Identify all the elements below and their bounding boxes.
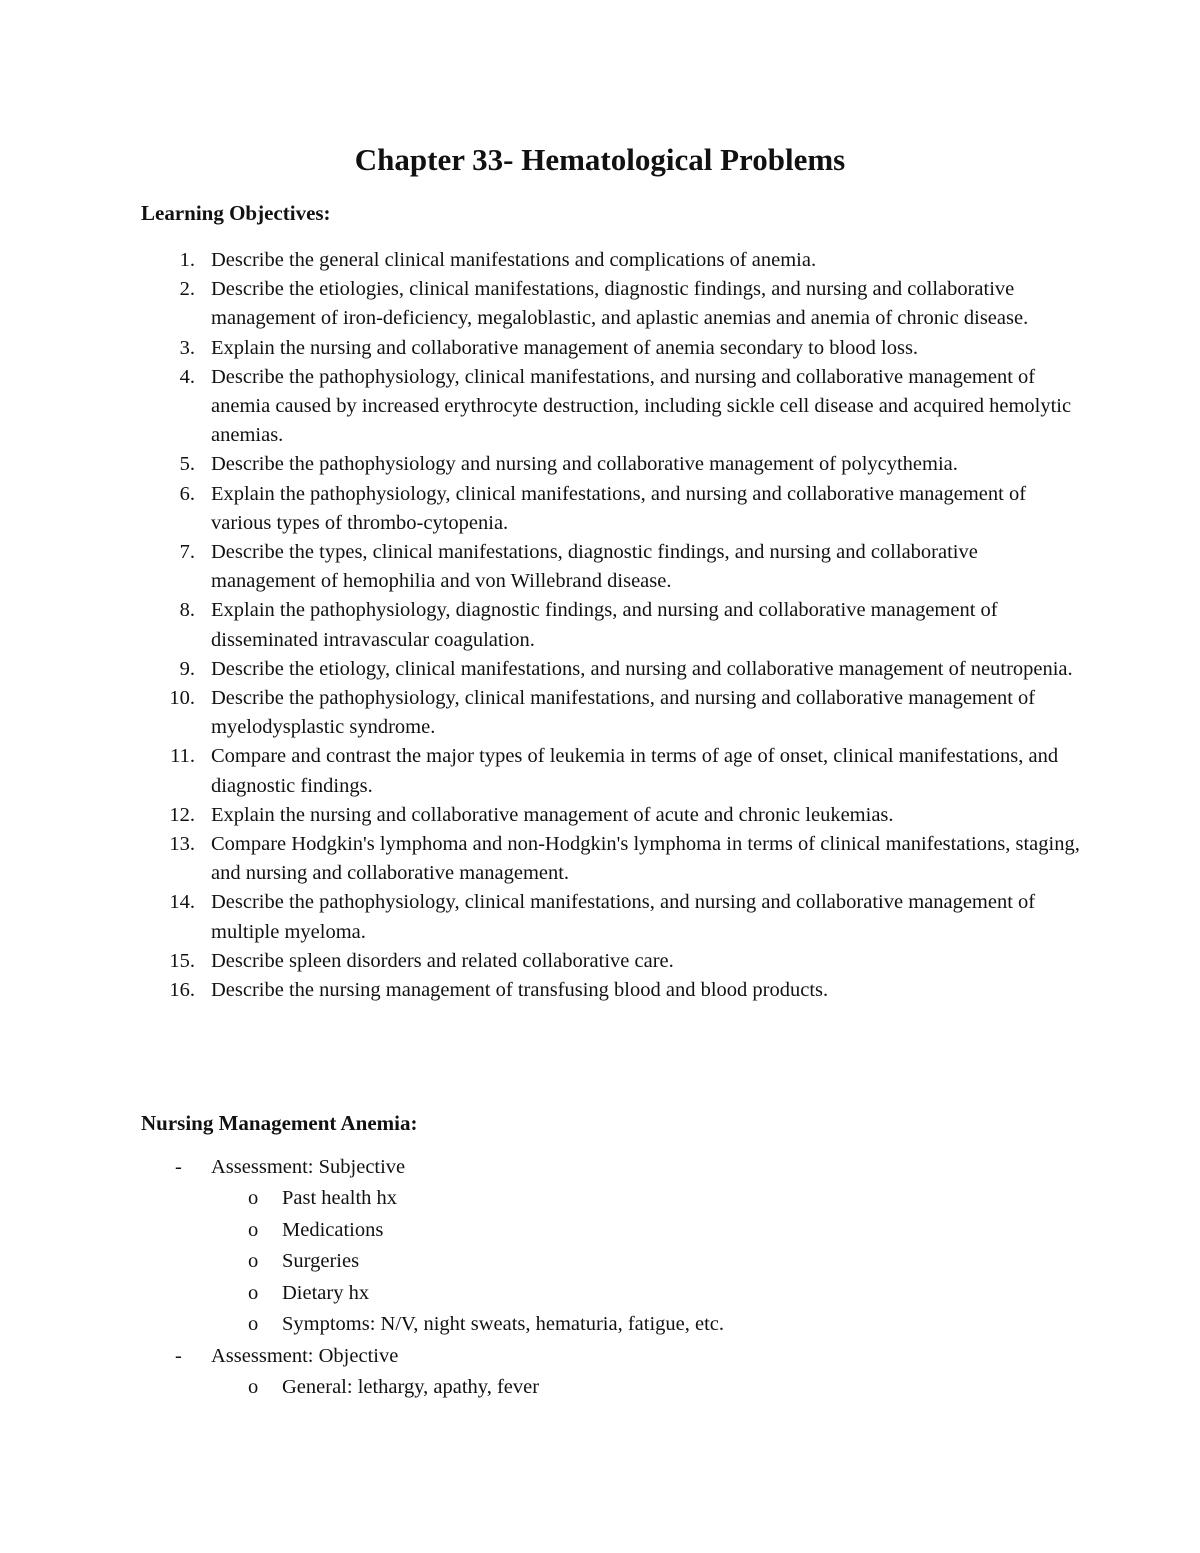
dash-marker: - (175, 1156, 182, 1178)
circle-marker: o (248, 1375, 259, 1398)
objective-item (0, 450, 1200, 479)
objective-number: 13. (169, 833, 195, 856)
objective-number: 5. (179, 453, 195, 476)
objective-number: 6. (179, 482, 195, 505)
objective-item (0, 334, 1200, 363)
bullet-text: Assessment: Subjective (211, 1156, 406, 1178)
objective-item (0, 363, 1200, 451)
objective-item (0, 275, 1200, 333)
assessment-bullet (0, 1341, 1200, 1404)
objective-number: 8. (179, 599, 195, 622)
sub-item (0, 1278, 1200, 1310)
objective-text: Compare and contrast the major types of leukemia in terms of age of onset, clinical manifestations, and diagnostic findings. (211, 745, 1059, 797)
objective-text: Describe the pathophysiology, clinical manifestations, and nursing and collaborative management of myelodysplastic syndrome. (211, 687, 1036, 739)
objective-number: 14. (169, 891, 195, 914)
objective-text: Describe the pathophysiology, clinical manifestations, and nursing and collaborative management of multiple myeloma. (211, 891, 1036, 943)
objective-number: 2. (179, 278, 195, 301)
objective-text: Describe the etiology, clinical manifestations, and nursing and collaborative management of neutropenia. (211, 657, 1073, 680)
objective-text: Describe the pathophysiology and nursing and collaborative management of polycythemia. (211, 453, 958, 476)
circle-marker: o (248, 1281, 259, 1304)
learning-objectives-heading: Learning Objectives: (141, 201, 331, 225)
sub-list (0, 1372, 1200, 1404)
objective-item (0, 480, 1200, 538)
nursing-management-heading: Nursing Management Anemia: (141, 1111, 418, 1135)
sub-item-text: General: lethargy, apathy, fever (282, 1375, 540, 1398)
sub-item-text: Symptoms: N/V, night sweats, hematuria, fatigue, etc. (282, 1313, 725, 1335)
circle-marker: o (248, 1218, 259, 1241)
objective-item (0, 830, 1200, 888)
objective-item (0, 538, 1200, 596)
objective-number: 12. (169, 803, 195, 826)
objective-number: 3. (179, 336, 195, 359)
objective-number: 7. (179, 541, 195, 564)
objective-text: Explain the pathophysiology, diagnostic findings, and nursing and collaborative management of disseminated intravascular coagulation. (211, 599, 998, 651)
sub-list (0, 1183, 1200, 1341)
objective-text: Describe the nursing management of transfusing blood and blood products. (211, 979, 829, 1002)
objective-number: 16. (169, 979, 195, 1002)
objective-item (0, 655, 1200, 684)
sub-item (0, 1215, 1200, 1247)
objective-text: Explain the nursing and collaborative management of anemia secondary to blood loss. (211, 336, 919, 359)
objective-text: Explain the pathophysiology, clinical manifestations, and nursing and collaborative management of various types of thrombo-cytopenia. (211, 482, 1027, 534)
objective-number: 9. (179, 657, 195, 680)
objective-number: 11. (170, 745, 195, 768)
objective-item (0, 246, 1200, 275)
objective-text: Describe the etiologies, clinical manifestations, diagnostic findings, and nursing and collaborative management of iron-deficiency, megaloblastic, and aplastic anemias and anemia of chronic disease. (211, 278, 1029, 330)
sub-item (0, 1246, 1200, 1278)
sub-item (0, 1309, 1200, 1341)
learning-objectives-list (0, 246, 1200, 1005)
objective-item (0, 801, 1200, 830)
sub-item-text: Medications (282, 1218, 384, 1241)
objective-text: Describe the types, clinical manifestations, diagnostic findings, and nursing and collaborative management of hemophilia and von Willebrand disease. (211, 541, 978, 593)
sub-item-text: Surgeries (282, 1250, 360, 1272)
sub-item-text: Past health hx (282, 1187, 398, 1209)
objective-item (0, 976, 1200, 1005)
objective-text: Compare Hodgkin's lymphoma and non-Hodgkin's lymphoma in terms of clinical manifestations, staging, and nursing and collaborative management. (211, 833, 1080, 885)
circle-marker: o (248, 1313, 259, 1335)
objective-number: 10. (169, 687, 195, 710)
objective-item (0, 742, 1200, 800)
assessment-bullet (0, 1152, 1200, 1341)
objective-text: Describe the pathophysiology, clinical manifestations, and nursing and collaborative management of anemia caused by increased erythrocyte destruction, including sickle cell disease and acquired hemolytic anemias. (211, 365, 1072, 447)
objective-number: 4. (179, 365, 195, 388)
objective-item (0, 596, 1200, 654)
objective-item (0, 947, 1200, 976)
sub-item (0, 1183, 1200, 1215)
objective-text: Describe the general clinical manifestations and complications of anemia. (211, 249, 817, 271)
objective-text: Explain the nursing and collaborative management of acute and chronic leukemias. (211, 803, 894, 826)
sub-item-text: Dietary hx (282, 1281, 370, 1304)
circle-marker: o (248, 1250, 259, 1272)
nursing-management-list (0, 1152, 1200, 1403)
objective-item (0, 684, 1200, 742)
bullet-text: Assessment: Objective (211, 1344, 399, 1367)
objective-number: 15. (169, 949, 195, 972)
dash-marker: - (175, 1344, 182, 1367)
circle-marker: o (248, 1187, 259, 1209)
objective-number: 1. (179, 249, 195, 271)
sub-item (0, 1372, 1200, 1404)
objective-text: Describe spleen disorders and related collaborative care. (211, 949, 674, 972)
page-title: Chapter 33- Hematological Problems (354, 142, 846, 177)
objective-item (0, 888, 1200, 946)
